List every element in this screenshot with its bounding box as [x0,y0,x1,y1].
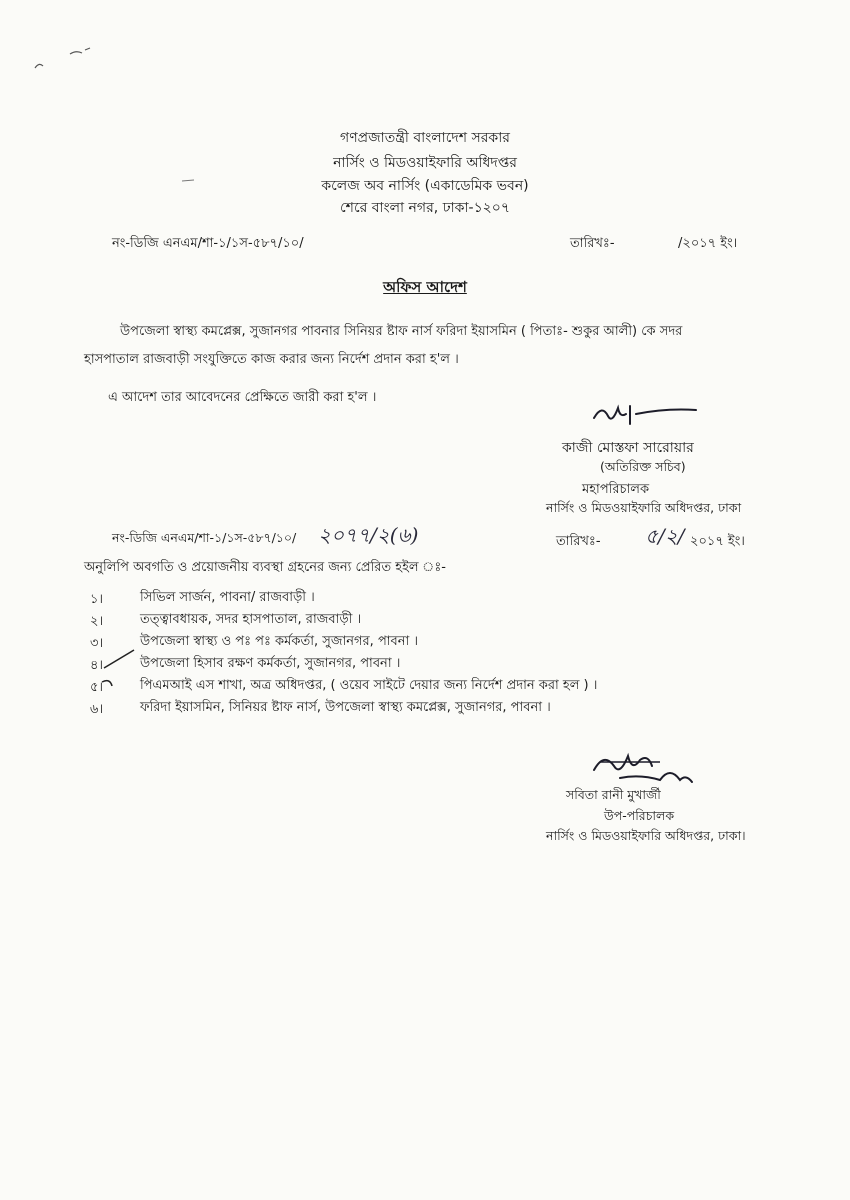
order-paragraph-line1: উপজেলা স্বাস্থ্য কমপ্লেক্স, সুজানগর পাবনার সিনিয়র ষ্টাফ নার্স ফরিদা ইয়াসমিন ( পিতাঃ- শুকুর আলী) কে সদর [120,324,683,339]
header-government: গণপ্রজাতন্ত্রী বাংলাদেশ সরকার [340,130,510,146]
list-item: সিভিল সার্জন, পাবনা/ রাজবাড়ী । [140,590,315,605]
list-item: তত্ত্বাবধায়ক, সদর হাসপাতাল, রাজবাড়ী । [140,612,362,627]
signature-icon [590,398,720,432]
memo-date-label: তারিখঃ- [570,236,615,251]
list-item-number: ১। [90,592,104,607]
header-college: কলেজ অব নার্সিং (একাডেমিক ভবন) [321,178,529,194]
copy-date-label: তারিখঃ- [556,534,601,549]
list-item-number: ৫। [90,680,104,695]
signatory1-office: নার্সিং ও মিডওয়াইফারি অধিদপ্তর, ঢাকা [546,500,742,515]
header-directorate: নার্সিং ও মিডওয়াইফারি অধিদপ্তর [333,155,517,171]
scan-mark-icon [30,40,100,80]
signatory1-designation: মহাপরিচালক [582,482,650,497]
memo-reference: নং-ডিজি এনএম/শা-১/১স-৫৮৭/১০/ [112,236,304,251]
list-item-number: ৩। [90,636,104,651]
signatory2-office: নার্সিং ও মিডওয়াইফারি অধিদপ্তর, ঢাকা। [546,828,746,843]
copy-date-printed: ২০১৭ ইং। [690,534,745,549]
list-item: ফরিদা ইয়াসমিন, সিনিয়র ষ্টাফ নার্স, উপজেলা স্বাস্থ্য কমপ্লেক্স, সুজানগর, পাবনা । [140,700,551,715]
memo-date-value: /২০১৭ ইং। [678,236,738,251]
copy-reference: নং-ডিজি এনএম/শা-১/১স-৫৮৭/১০/ [112,530,297,545]
list-item-number: ৬। [90,702,104,717]
signatory2-designation: উপ-পরিচালক [604,808,675,823]
list-item: পিএমআই এস শাখা, অত্র অধিদপ্তর, ( ওয়েব সাইটে দেয়ার জন্য নির্দেশ প্রদান করা হল ) । [140,678,598,693]
order-paragraph-line2: হাসপাতাল রাজবাড়ী সংযুক্তিতে কাজ করার জন্য নির্দেশ প্রদান করা হ'ল । [84,352,459,367]
list-item-number: ২। [90,614,104,629]
copy-date-handwritten: ৫/২/ [645,524,685,548]
list-item-number: ৪। [90,658,104,673]
signatory1-rank: (অতিরিক্ত সচিব) [600,459,686,474]
tick-mark-icon [100,646,140,690]
document-title: অফিস আদেশ [383,278,467,296]
list-item: উপজেলা স্বাস্থ্য ও পঃ পঃ কর্মকর্তা, সুজানগর, পাবনা । [140,634,419,649]
list-item: উপজেলা হিসাব রক্ষণ কর্মকর্তা, সুজানগর, পাবনা । [140,656,401,671]
header-address: শেরে বাংলা নগর, ঢাকা-১২০৭ [340,200,510,216]
order-paragraph-2: এ আদেশ তার আবেদনের প্রেক্ষিতে জারী করা হ'ল । [108,390,377,405]
copy-intro: অনুলিপি অবগতি ও প্রয়োজনীয় ব্যবস্থা গ্রহনের জন্য প্রেরিত হইল ঃ- [84,560,446,575]
signature-icon [590,748,700,792]
signatory2-name: সবিতা রানী মুখার্জী [566,787,661,802]
signatory1-name: কাজী মোস্তফা সারোয়ার [562,440,694,456]
copy-reference-handwritten: ২০৭৭/২(৬) [318,523,419,547]
